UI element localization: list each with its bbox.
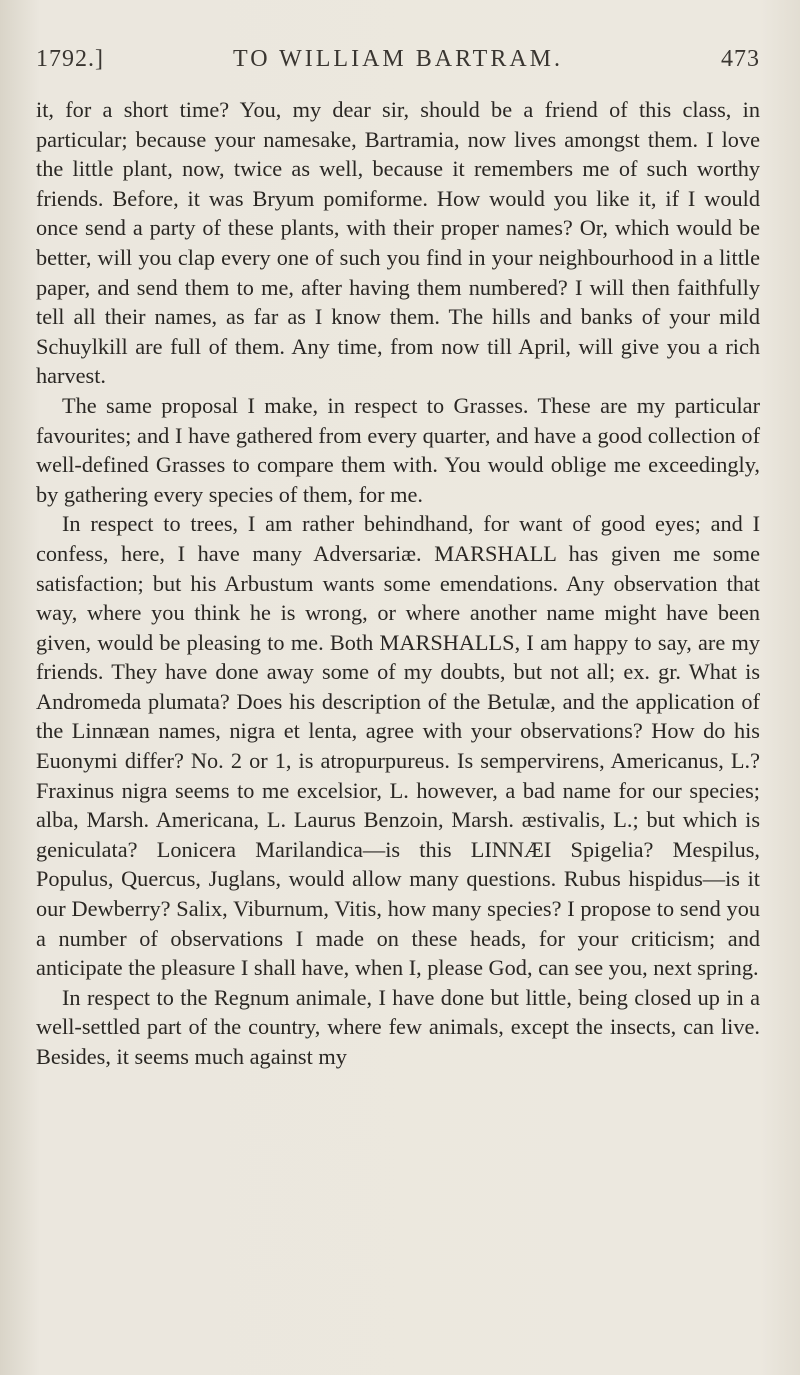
header-year: 1792.] — [36, 46, 104, 72]
paragraph-grasses: The same proposal I make, in respect to Grasses. These are my particular favourites; and I have gathered from every quarter, and have a good collection of well-defined Grasses to compare them with. You would oblige me exceedingly, by gathering every species of them, for me. — [36, 392, 760, 507]
running-header — [36, 46, 760, 82]
paragraph-trees: In respect to trees, I am rather behindhand, for want of good eyes; and I confess, here, I have many Adversariæ. MARSHALL has given me some satisfaction; but his Arbustum wants some emendations. Any observation that way, where you think he is wrong, or where another name might have been given, would be pleasing to me. Both MARSHALLS, I am happy to say, are my friends. They have done away some of my doubts, but not all; ex. gr. What is Andromeda plumata? Does his description of the Betulæ, and the application of the Linnæan names, nigra et lenta, agree with your observations? How do his Euonymi differ? No. 2 or 1, is atropurpureus. Is sempervirens, Americanus, L.? Fraxinus nigra seems to me excelsior, L. however, a bad name for our species; alba, Marsh. Americana, L. Laurus Benzoin, Marsh. æstivalis, L.; but which is geniculata? Lonicera Marilandica—is this LINNÆI Spigelia? Mespilus, Populus, Quercus, Juglans, would allow many questions. Rubus hispidus—is it our Dewberry? Salix, Viburnum, Vitis, how many species? I propose to send you a number of observations I made on these heads, for your criticism; and anticipate the pleasure I shall have, when I, please God, can see you, next spring. — [36, 511, 760, 981]
letter-body — [36, 95, 760, 1072]
header-title: TO WILLIAM BARTRAM. — [233, 46, 563, 72]
paragraph-continuation: it, for a short time? You, my dear sir, should be a friend of this class, in particular; because your namesake, Bartramia, now lives amongst them. I love the little plant, now, twice as well, because it remembers me of such worthy friends. Before, it was Bryum pomiforme. How would you like it, if I would once send a party of these plants, with their proper names? Or, which would be better, will you clap every one of such you find in your neighbourhood in a little paper, and send them to me, after having them numbered? I will then faithfully tell all their names, as far as I know them. The hills and banks of your mild Schuylkill are full of them. Any time, from now till April, will give you a rich harvest. — [36, 97, 760, 389]
page-number: 473 — [721, 46, 760, 72]
paragraph-regnum-animale: In respect to the Regnum animale, I have done but little, being closed up in a well-settled part of the country, where few animals, except the insects, can live. Besides, it seems much against my — [36, 984, 760, 1069]
